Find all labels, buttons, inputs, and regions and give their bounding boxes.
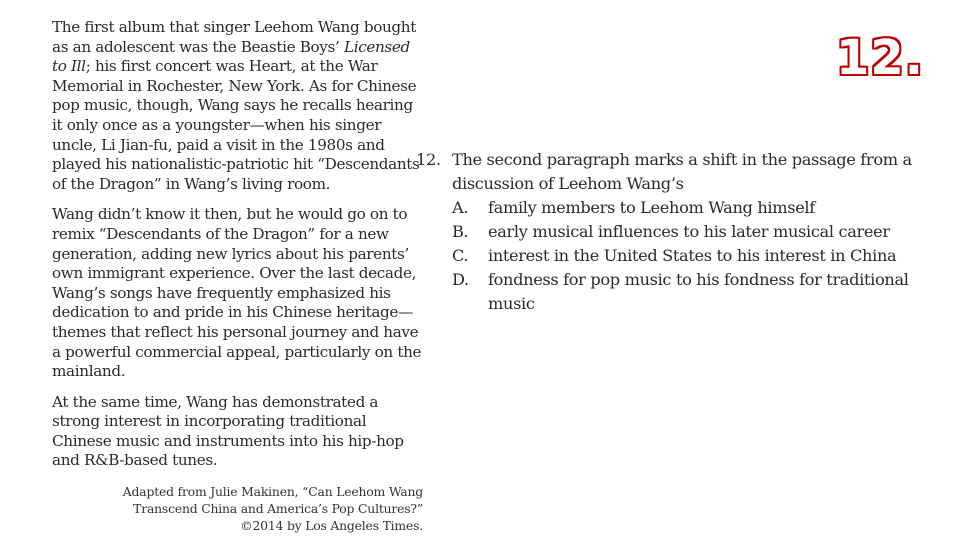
choice-text: interest in the United States to his interest in China [488,246,897,265]
citation-line-2: Transcend China and America’s Pop Cultures?” [133,500,423,516]
choice-letter: A. [452,198,469,217]
passage-p1-end: ; his first concert was Heart, at the War Memorial in Rochester, New York. As for Chinese pop music, though, Wang says he recalls hearing it only once as a youngster—when his singer uncle, Li Jian-fu, paid a visit in the 1980s and played his nationalistic-patriotic hit “Descendants of the Dragon” in Wang’s living room. [52,57,420,193]
question-block [416,148,916,316]
citation-line-1: Adapted from Julie Makinen, “Can Leehom Wang [122,484,423,499]
question-number-label: 12. [835,30,924,86]
answer-choices [452,196,916,316]
choice-letter: C. [452,246,469,265]
choice-text: early musical influences to his later musical career [488,222,890,241]
choice-text: fondness for pop music to his fondness for traditional music [488,270,909,313]
choice-letter: B. [452,222,469,241]
answer-choice-a[interactable] [452,196,916,220]
question-stem [416,148,916,196]
choice-text: family members to Leehom Wang himself [488,198,815,217]
passage-paragraph-3: At the same time, Wang has demonstrated a strong interest in incorporating traditional Chinese music and instruments into his hip-hop and R&B-based tunes. [52,392,404,470]
answer-choice-c[interactable] [452,244,916,268]
reading-passage [52,18,424,482]
album-title: Licensed to Ill [52,37,410,76]
passage-paragraph-2: Wang didn’t know it then, but he would go on to remix “Descendants of the Dragon” for a new generation, adding new lyrics about his parents’ own immigrant experience. Over the last decade, Wang’s songs have frequently emphasized his dedication to and pride in his Chinese heritage—themes that reflect his personal journey and have a powerful commercial appeal, particularly on the mainland. [52,205,422,381]
question-stem-text: The second paragraph marks a shift in the passage from a discussion of Leehom Wang’s [452,150,912,193]
passage-paragraph-1 [52,18,424,194]
question-number: 12. [416,150,441,169]
choice-letter: D. [452,270,469,289]
passage-p1-start: The first album that singer Leehom Wang bought as an adolescent was the Beastie Boys’ [52,18,416,56]
source-citation [112,484,423,534]
answer-choice-d[interactable] [452,268,916,316]
citation-line-3: ©2014 by Los Angeles Times. [240,517,423,533]
answer-choice-b[interactable] [452,220,916,244]
